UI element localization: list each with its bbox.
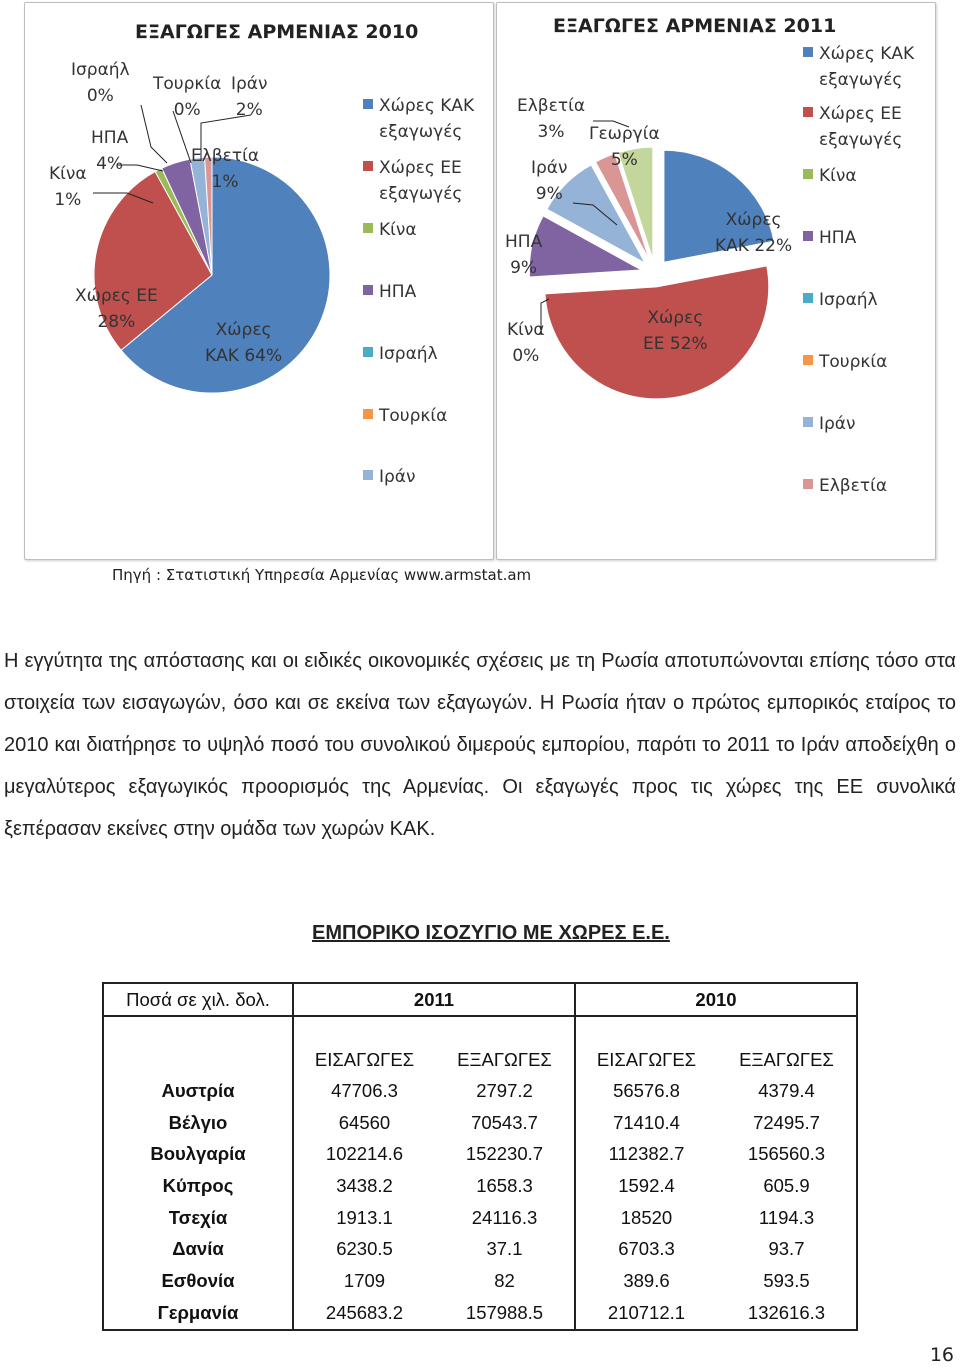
value-cell: 132616.3 [717,1297,857,1330]
legend-item: Ισραήλ [803,287,878,313]
value-cell: 210712.1 [575,1297,717,1330]
chart-2010-title: ΕΞΑΓΩΓΕΣ ΑΡΜΕΝΙΑΣ 2010 [135,21,419,43]
section-heading: ΕΜΠΟΡΙΚΟ ΙΣΟΖΥΓΙΟ ΜΕ ΧΩΡΕΣ Ε.Ε. [312,922,670,944]
table-row [103,1075,857,1107]
table-row [103,1265,857,1297]
label-elvetia-2011: Ελβετία 3% [517,96,586,142]
table-subheader-row [103,1016,857,1075]
legend-swatch [803,417,813,427]
legend-item: Τουρκία [363,403,447,429]
legend-swatch [803,293,813,303]
legend-swatch [803,231,813,241]
legend-swatch [803,169,813,179]
legend-item: Χώρες ΕΕ εξαγωγές [363,155,479,207]
body-paragraph: Η εγγύτητα της απόστασης και οι ειδικές οικονομικές σχέσεις με τη Ρωσία αποτυπώνονται επίσης τόσο στα στοιχεία των εισαγωγών, όσο και σε εκείνα των εξαγωγών. Η Ρωσία ήταν ο πρώτος εμπορικός εταίρος το 2010 και διατήρησε το υψηλό ποσό του συνολικού διμερούς εμπορίου, παρότι το 2011 το Ιράν αποδείχθη ο μεγαλύτερος εξαγωγικός προορισμός της Αρμενίας. Οι εξαγωγές προς τις χώρες της ΕΕ συνολικά ξεπέρασαν εκείνες στην ομάδα των χωρών ΚΑΚ. [4,650,956,840]
chart-2011 [496,2,936,560]
legend-item: Χώρες ΚΑΚ εξαγωγές [803,41,927,93]
country-cell: Τσεχία [103,1202,293,1234]
country-cell: Βουλγαρία [103,1138,293,1170]
legend-swatch [363,99,373,109]
trade-balance-table [102,982,858,1331]
value-cell: 389.6 [623,1269,670,1291]
value-cell: 70543.7 [435,1107,575,1139]
table-row [103,1202,857,1234]
label-kina-2011: Κίνα 0% [507,320,545,366]
value-cell: 24116.3 [435,1202,575,1234]
subheader-imports-2010: ΕΙΣΑΓΩΓΕΣ [575,1016,717,1075]
year-2011-header: 2011 [293,983,575,1016]
value-cell: 56576.8 [613,1079,680,1101]
country-cell: Αυστρία [103,1075,293,1107]
legend-item: Χώρες ΕΕ εξαγωγές [803,101,927,153]
subheader-exports-2010: ΕΞΑΓΩΓΕΣ [717,1016,857,1075]
chart-2010 [24,2,494,560]
value-cell: 1913.1 [336,1206,393,1228]
value-cell: 1592.4 [618,1174,675,1196]
value-cell: 18520 [620,1206,673,1228]
chart-2010-legend [363,93,493,493]
chart-2011-legend [803,41,935,511]
legend-swatch [363,285,373,295]
value-cell: 6230.5 [336,1238,393,1260]
country-cell: Εσθονία [103,1265,293,1297]
legend-swatch [363,409,373,419]
value-cell: 93.7 [717,1233,857,1265]
value-cell: 47706.3 [331,1079,398,1101]
label-ee-2011: Χώρες ΕΕ 52% [643,308,708,354]
legend-swatch [803,355,813,365]
value-cell: 112382.7 [608,1143,685,1165]
legend-swatch [363,223,373,233]
label-tourkia-2010: Τουρκία 0% [153,74,222,120]
label-iran-2011: Ιράν 9% [531,158,568,204]
legend-swatch [363,470,373,480]
value-cell: 72495.7 [717,1107,857,1139]
label-ee-2010: Χώρες ΕΕ 28% [75,286,158,332]
legend-item: Χώρες ΚΑΚ εξαγωγές [363,93,479,145]
legend-item: Ισραήλ [363,341,438,367]
value-cell: 157988.5 [435,1297,575,1330]
subheader-imports-2011: ΕΙΣΑΓΩΓΕΣ [293,1016,435,1075]
legend-item: Κίνα [803,163,857,189]
label-kak-2011: Χώρες ΚΑΚ 22% [715,210,793,256]
value-cell: 1194.3 [717,1202,857,1234]
value-cell: 6703.3 [618,1238,675,1260]
source-note: Πηγή : Στατιστική Υπηρεσία Αρμενίας www.armstat.am [112,566,532,584]
value-cell: 37.1 [435,1233,575,1265]
chart-2011-title: ΕΞΑΓΩΓΕΣ ΑΡΜΕΝΙΑΣ 2011 [553,15,837,37]
legend-swatch [803,47,813,57]
label-georgia-2011: Γεωργία 5% [589,124,660,170]
label-ipa-2011: ΗΠΑ 9% [505,232,543,278]
table-row [103,1138,857,1170]
value-cell: 4379.4 [717,1075,857,1107]
legend-item: Ιράν [363,464,416,490]
value-cell: 71410.4 [613,1111,680,1133]
legend-item: Ελβετία [803,473,887,499]
value-cell: 156560.3 [717,1138,857,1170]
legend-swatch [803,479,813,489]
table-row [103,1170,857,1202]
table-row [103,1233,857,1265]
country-cell: Βέλγιο [103,1107,293,1139]
value-cell: 1658.3 [435,1170,575,1202]
value-cell: 1709 [343,1269,386,1291]
label-kina-2010: Κίνα 1% [49,164,87,210]
value-cell: 593.5 [717,1265,857,1297]
value-cell: 245683.2 [293,1297,435,1330]
label-kak-2010: Χώρες ΚΑΚ 64% [205,320,283,366]
legend-item: Κίνα [363,217,417,243]
value-cell: 64560 [338,1111,391,1133]
subheader-exports-2011: ΕΞΑΓΩΓΕΣ [435,1016,575,1075]
country-cell: Δανία [103,1233,293,1265]
value-cell: 605.9 [717,1170,857,1202]
legend-item: ΗΠΑ [803,225,856,251]
value-cell: 152230.7 [435,1138,575,1170]
table-row [103,1297,857,1330]
value-cell: 82 [435,1265,575,1297]
table-header-row [103,983,857,1016]
label-iran-2010: Ιράν 2% [231,74,268,120]
page-number: 16 [929,1344,954,1366]
label-israel-2010: Ισραήλ 0% [71,60,130,106]
label-ipa-2010: ΗΠΑ 4% [91,128,129,174]
label-elvetia-2010: Ελβετία 1% [191,146,260,192]
legend-swatch [363,347,373,357]
legend-swatch [803,107,813,117]
legend-item: Τουρκία [803,349,887,375]
legend-item: Ιράν [803,411,856,437]
legend-item: ΗΠΑ [363,279,416,305]
year-2010-header: 2010 [575,983,857,1016]
value-cell: 2797.2 [435,1075,575,1107]
legend-swatch [363,161,373,171]
value-cell: 102214.6 [325,1143,404,1165]
table-corner-label: Ποσά σε χιλ. δολ. [103,983,293,1016]
value-cell: 3438.2 [336,1174,393,1196]
country-cell: Κύπρος [103,1170,293,1202]
country-cell: Γερμανία [103,1297,293,1330]
table-row [103,1107,857,1139]
